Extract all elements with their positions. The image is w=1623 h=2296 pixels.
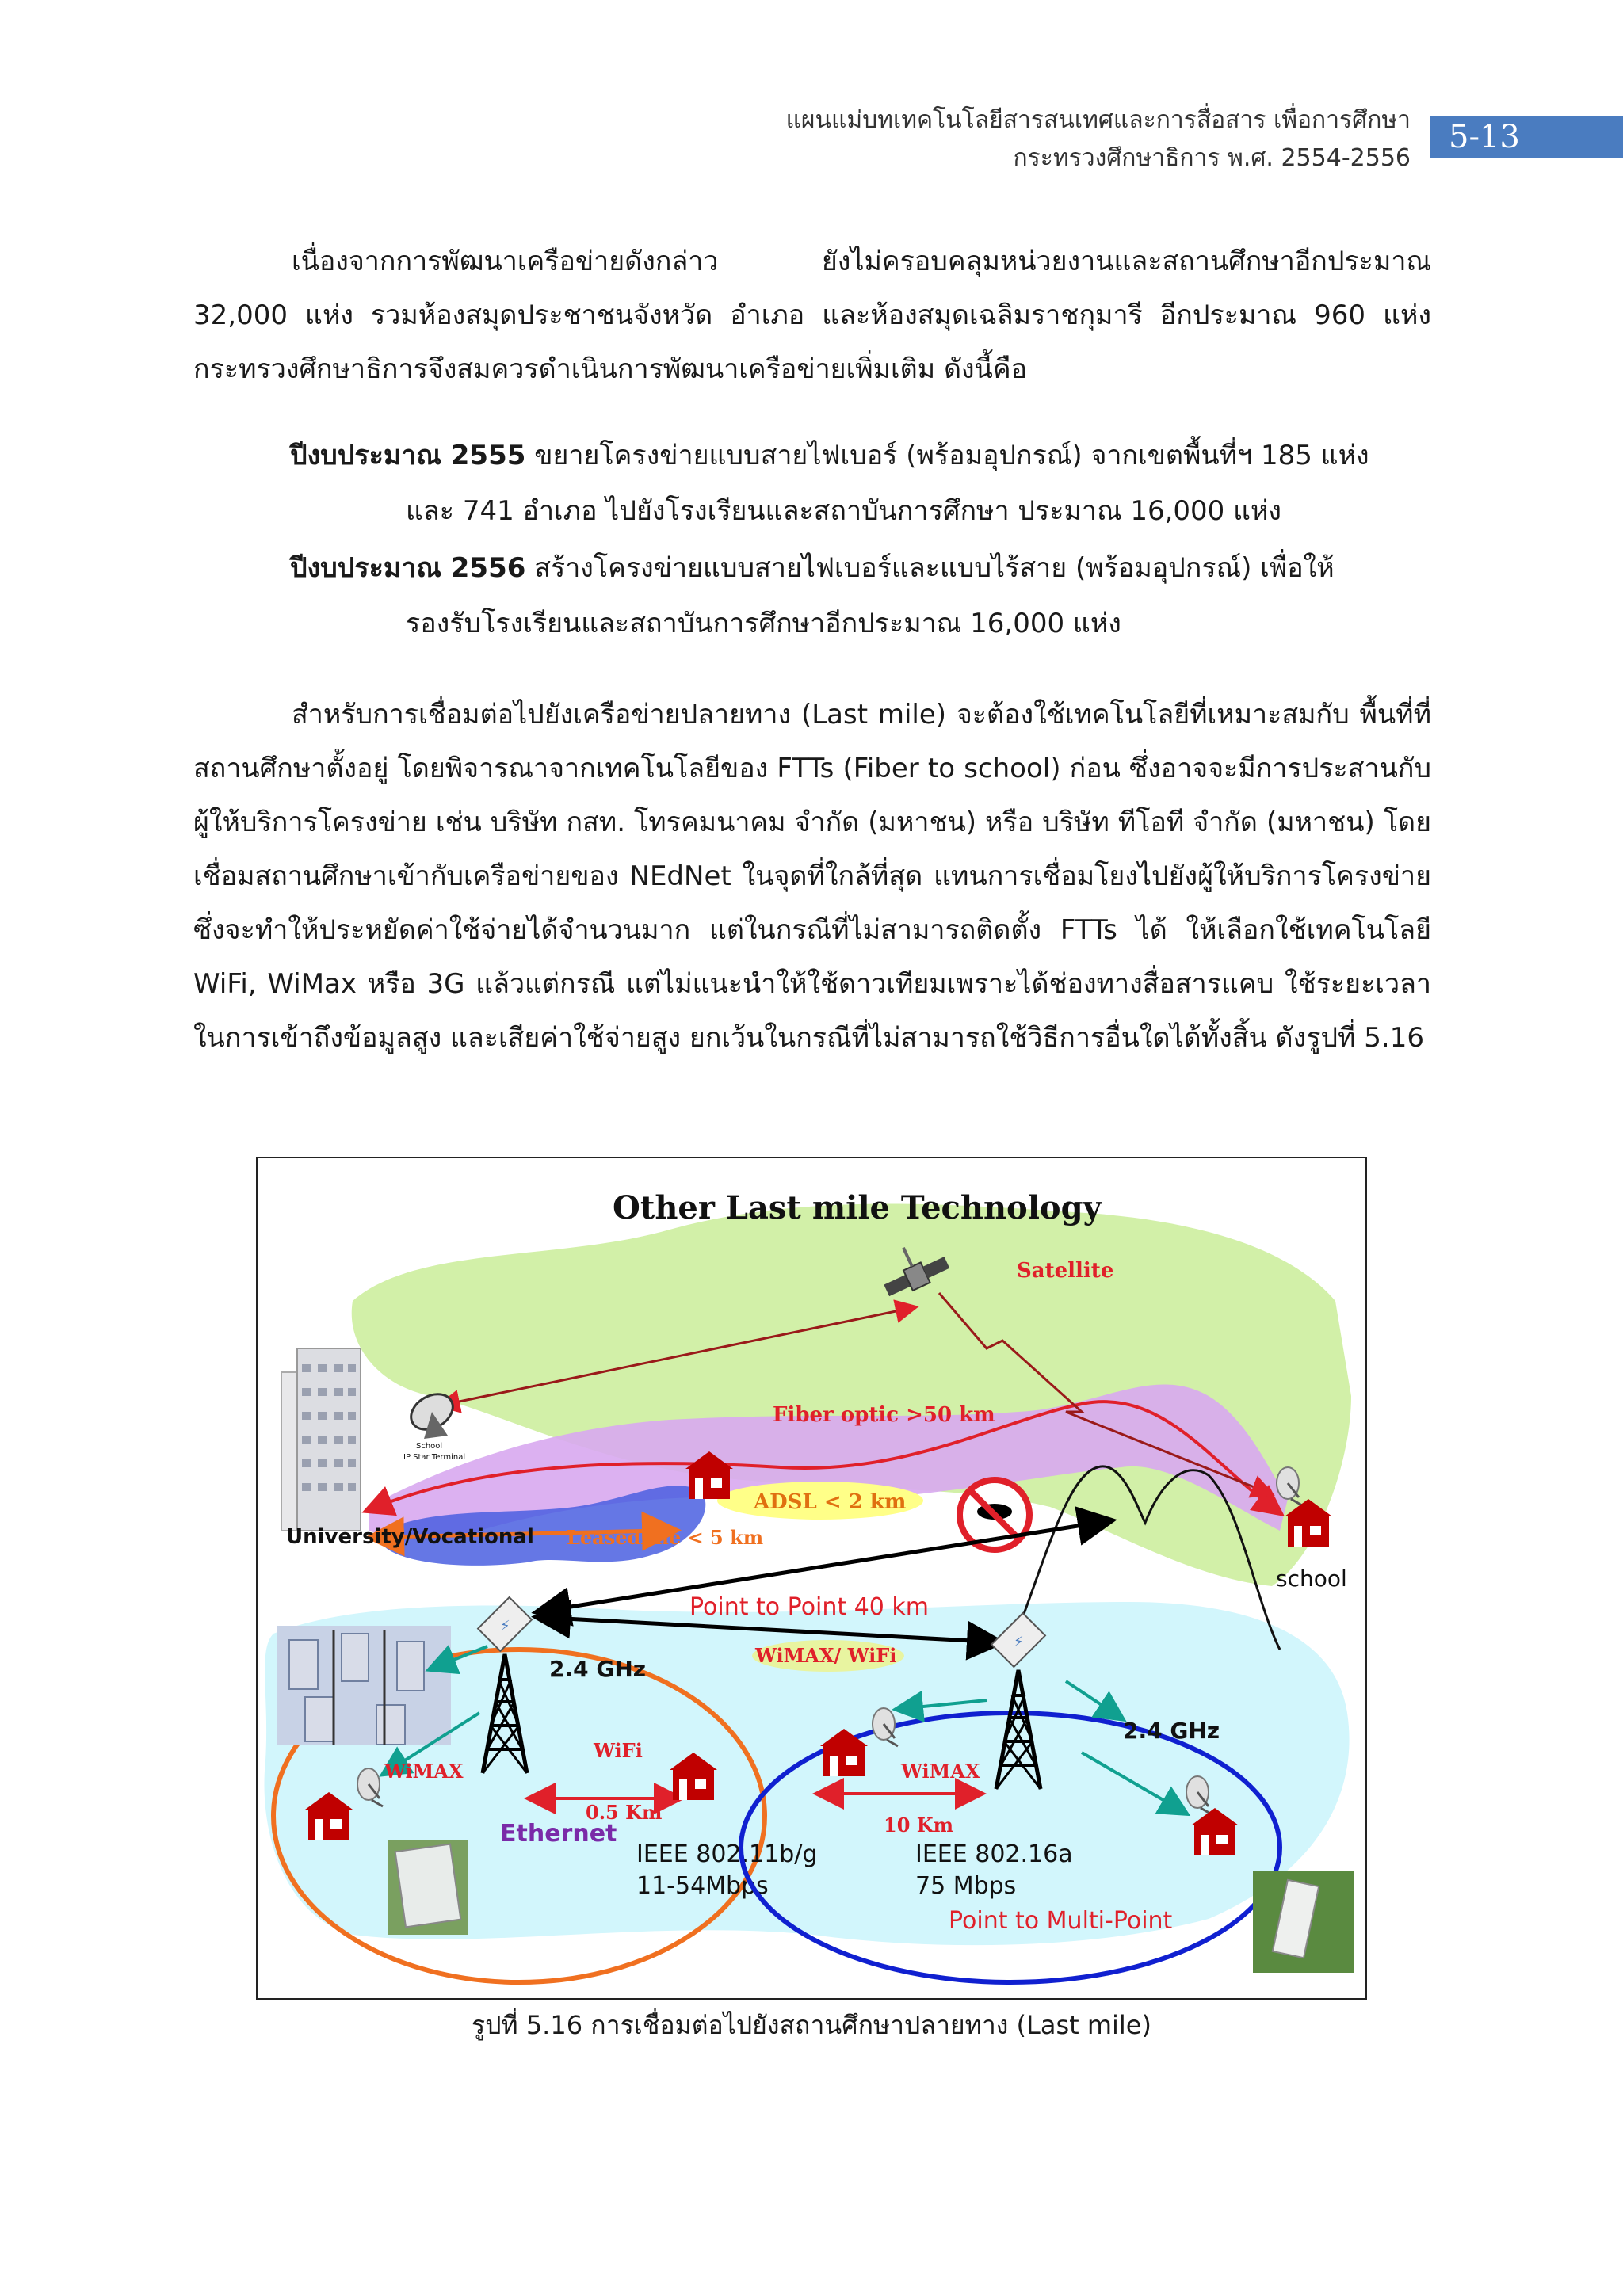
wifi-label: WiFi [594, 1739, 643, 1762]
page-number-tab: 5-13 [1430, 116, 1623, 158]
paragraph-2-rest: พื้นที่ที่สถานศึกษาตั้งอยู่ โดยพิจารณาจากเทคโนโลยีของ FTTs (Fiber to school) ก่อน ซึ่งอาจจะมีการประสานกับผู้ให้บริการโครงข่าย เช่น บริษัท กสท. โทรคมนาคม จำกัด (มหาชน) หรือ บริษัท ทีโอที จำกัด (มหาชน) โดยเชื่อมสถานศึกษาเข้ากับเครือข่ายของ NEdNet ในจุดที่ใกล้ที่สุด แทนการเชื่อมโยงไปยังผู้ให้บริการโครงข่าย ซึ่งจะทำให้ประหยัดค่าใช้จ่ายได้จำนวนมาก แต่ในกรณีที่ไม่สามารถติดตั้ง FTTs ได้ ให้เลือกใช้เทคโนโลยี WiFi, WiMax หรือ 3G แล้วแต่กรณี แต่ไม่แนะนำให้ใช้ดาวเทียมเพราะได้ช่องทางสื่อสารแคบ ใช้ระยะเวลาในการเข้าถึงข้อมูลสูง และเสียค่าใช้จ่ายสูง ยกเว้นในกรณีที่ไม่สามารถใช้วิธีการอื่นใดได้ทั้งสิ้น ดังรูปที่ 5.16 [193, 699, 1431, 1054]
budget-item-head: ปีงบประมาณ 2555 [290, 440, 526, 471]
budget-item-text: สร้างโครงข่ายแบบสายไฟเบอร์และแบบไร้สาย (พร้อมอุปกรณ์) เพื่อให้ [525, 552, 1335, 584]
budget-item-2555 [290, 428, 1431, 539]
ipstar-label-2: IP Star Terminal [403, 1453, 466, 1462]
paragraph-2 [193, 688, 1431, 1065]
satellite-label: Satellite [1017, 1259, 1114, 1283]
budget-item-2556 [290, 540, 1431, 651]
figure-caption: รูปที่ 5.16 การเชื่อมต่อไปยังสถานศึกษาปลายทาง (Last mile) [472, 2010, 1151, 2040]
antenna-photo-bottom [388, 1840, 468, 1935]
running-header [786, 101, 1411, 177]
ethernet-label: Ethernet [500, 1820, 617, 1848]
network-diagram [258, 1158, 1365, 1998]
antenna-photo-left [277, 1626, 451, 1745]
svg-text:⚡: ⚡ [500, 1618, 510, 1634]
paragraph-1-first: เนื่องจากการพัฒนาเครือข่ายดังกล่าว ยังไม่ครอบคลุมหน่วยงานและสถานศึกษาอีกประมาณ [292, 246, 1431, 277]
budget-item-text: ขยายโครงข่ายแบบสายไฟเบอร์ (พร้อมอุปกรณ์) จากเขตพื้นที่ฯ 185 แห่ง [525, 440, 1369, 471]
leasedline-label: Leasedline < 5 km [567, 1526, 764, 1549]
rate-b-label: 11-54Mbps [636, 1872, 769, 1900]
p2p-label: Point to Point 40 km [689, 1593, 930, 1621]
ieee-a-label: IEEE 802.16a [915, 1840, 1073, 1868]
header-line-2: กระทรวงศึกษาธิการ พ.ศ. 2554-2556 [1013, 144, 1411, 172]
paragraph-2-first: สำหรับการเชื่อมต่อไปยังเครือข่ายปลายทาง (Last mile) จะต้องใช้เทคโนโลยีที่เหมาะสมกับ [292, 699, 1350, 730]
wimax-wifi-label: WiMAX/ WiFi [755, 1644, 897, 1667]
ghz-right-label: 2.4 GHz [1123, 1718, 1220, 1744]
figure-last-mile [256, 1157, 1367, 2000]
header-line-1: แผนแม่บทเทคโนโลยีสารสนเทศและการสื่อสาร เพื่อการศึกษา [785, 106, 1411, 134]
p2mp-label: Point to Multi-Point [949, 1907, 1173, 1935]
km05-label: 0.5 Km [586, 1801, 663, 1824]
wimax-right-label: WiMAX [901, 1760, 980, 1783]
figure-title: Other Last mile Technology [613, 1189, 1102, 1226]
km10-label: 10 Km [884, 1814, 954, 1836]
rate-a-label: 75 Mbps [915, 1872, 1017, 1900]
paragraph-1 [193, 235, 1431, 396]
svg-text:⚡: ⚡ [1014, 1634, 1024, 1650]
paragraph-1-rest: 32,000 แห่ง รวมห้องสมุดประชาชนจังหวัด อำเภอ และห้องสมุดเฉลิมราชกุมารี อีกประมาณ 960 แห่ง กระทรวงศึกษาธิการจึงสมควรดำเนินการพัฒนาเครือข่ายเพิ่มเติม ดังนี้คือ [193, 299, 1431, 385]
university-label: University/Vocational [286, 1525, 534, 1549]
ieee-b-label: IEEE 802.11b/g [636, 1840, 818, 1868]
budget-item-cont: รองรับโรงเรียนและสถาบันการศึกษาอีกประมาณ 16,000 แห่ง [406, 608, 1121, 639]
budget-item-head: ปีงบประมาณ 2556 [290, 552, 526, 584]
wimax-left-label: WiMAX [384, 1760, 464, 1783]
ipstar-label-1: School [416, 1442, 443, 1451]
antenna-photo-right [1253, 1871, 1354, 1973]
adsl-label: ADSL < 2 km [754, 1490, 907, 1514]
budget-item-cont: และ 741 อำเภอ ไปยังโรงเรียนและสถาบันการศึกษา ประมาณ 16,000 แห่ง [406, 495, 1282, 527]
ghz-left-label: 2.4 GHz [549, 1656, 647, 1682]
fiber-label: Fiber optic >50 km [773, 1403, 995, 1427]
school-label: school [1276, 1566, 1347, 1592]
university-building-icon [281, 1348, 361, 1531]
